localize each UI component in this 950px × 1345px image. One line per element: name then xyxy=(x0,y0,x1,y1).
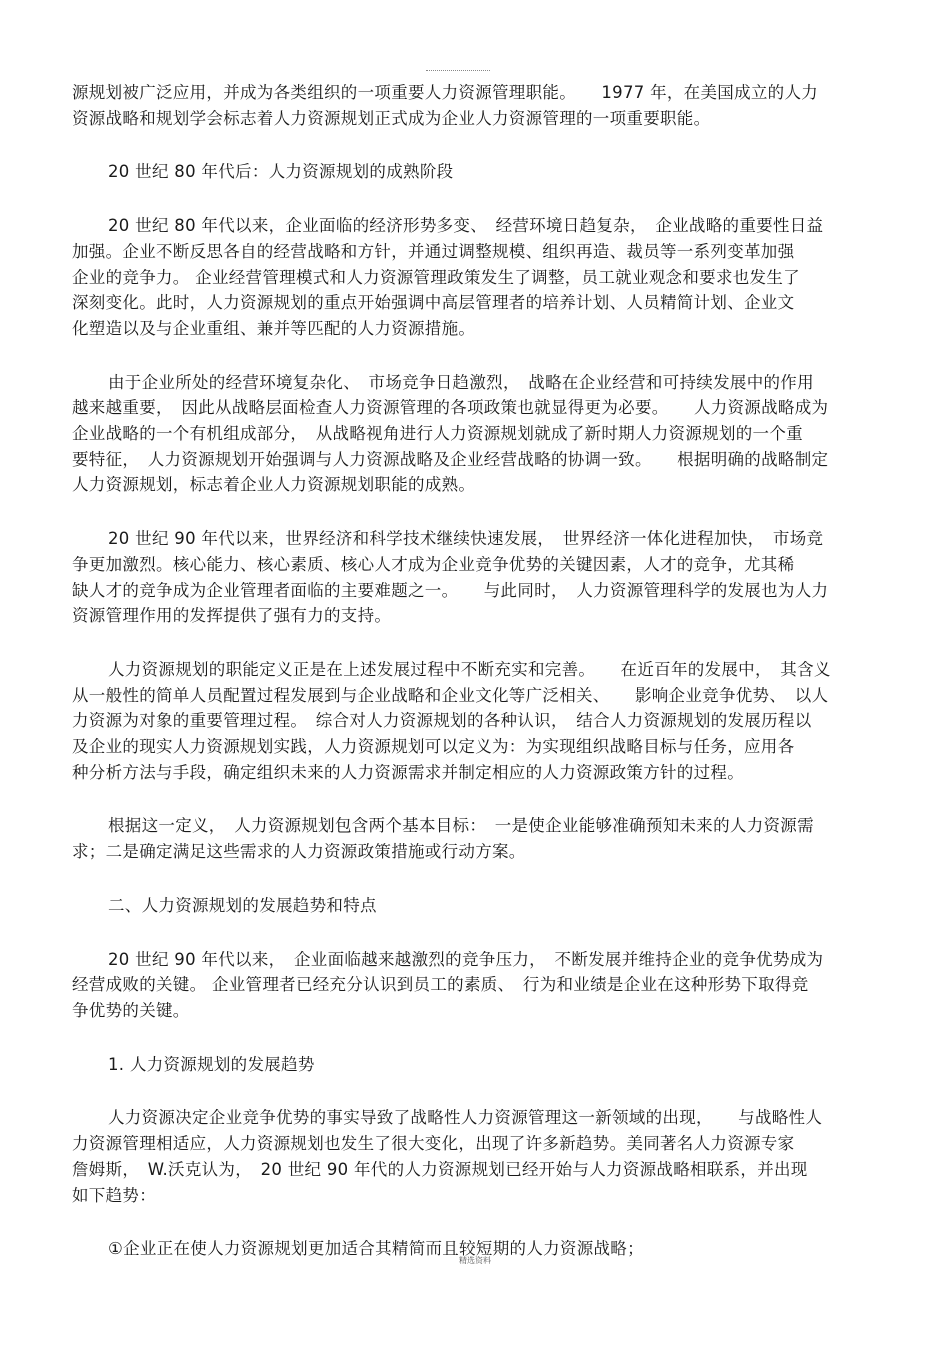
text-line: 从一般性的简单人员配置过程发展到与企业战略和企业文化等广泛相关、 影响企业竞争优势、 以人 xyxy=(72,685,829,705)
text-line: 企业战略的一个有机组成部分， 从战略视角进行人力资源规划就成了新时期人力资源规划的一个重 xyxy=(72,424,803,444)
text-line: 越来越重要， 因此从战略层面检查人力资源管理的各项政策也就显得更为必要。 人力资源战略成为 xyxy=(72,398,829,418)
paragraph xyxy=(72,80,892,131)
text-line: 要特征， 人力资源规划开始强调与人力资源战略及企业经营战略的协调一致。 根据明确的战略制定 xyxy=(72,449,829,469)
paragraph xyxy=(72,947,892,1024)
text-line: 詹姆斯， W.沃克认为， 20 世纪 90 年代的人力资源规划已经开始与人力资源战略相联系，并出现 xyxy=(72,1159,808,1179)
section-heading xyxy=(72,1052,892,1078)
header-dotted-rule xyxy=(426,70,490,71)
text-line: 20 世纪 80 年代后：人力资源规划的成熟阶段 xyxy=(108,162,454,182)
text-line: 20 世纪 80 年代以来，企业面临的经济形势多变、 经营环境日趋复杂， 企业战略的重要性日益 xyxy=(108,216,824,236)
text-line: 经营成败的关键。 企业管理者已经充分认识到员工的素质、 行为和业绩是企业在这种形势下取得竞 xyxy=(72,975,809,995)
text-line: 根据这一定义， 人力资源规划包含两个基本目标： 一是使企业能够准确预知未来的人力资源需 xyxy=(108,816,814,836)
section-heading xyxy=(72,159,892,185)
text-line: 人力资源规划，标志着企业人力资源规划职能的成熟。 xyxy=(72,475,476,495)
text-line: 企业的竞争力。 企业经营管理模式和人力资源管理政策发生了调整，员工就业观念和要求也发生了 xyxy=(72,267,800,287)
text-line: 如下趋势： xyxy=(72,1185,156,1205)
text-line: 及企业的现实人力资源规划实践，人力资源规划可以定义为：为实现组织战略目标与任务，应用各 xyxy=(72,737,795,757)
text-line: 源规划被广泛应用，并成为各类组织的一项重要人力资源管理职能。 1977 年，在美国成立的人力 xyxy=(72,83,819,102)
text-line: 力资源为对象的重要管理过程。 综合对人力资源规划的各种认识， 结合人力资源规划的发展历程以 xyxy=(72,711,812,731)
text-line: 化塑造以及与企业重组、兼并等匹配的人力资源措施。 xyxy=(72,318,476,338)
paragraph xyxy=(72,813,892,864)
paragraph xyxy=(72,1105,892,1208)
text-line: 争更加激烈。核心能力、核心素质、核心人才成为企业竞争优势的关键因素，人才的竞争，尤其稀 xyxy=(72,554,795,574)
paragraph xyxy=(72,213,892,342)
text-line: 1. 人力资源规划的发展趋势 xyxy=(108,1054,315,1074)
document-body xyxy=(72,80,892,1290)
footer-label: 精选资料 xyxy=(459,1256,491,1265)
paragraph xyxy=(72,526,892,629)
text-line: 20 世纪 90 年代以来， 企业面临越来越激烈的竞争压力， 不断发展并维持企业的竞争优势成为 xyxy=(108,949,824,969)
text-line: 资源管理作用的发挥提供了强有力的支持。 xyxy=(72,606,392,626)
section-heading xyxy=(72,893,892,919)
text-line: 人力资源决定企业竞争优势的事实导致了战略性人力资源管理这一新领域的出现， 与战略性人 xyxy=(108,1108,823,1128)
paragraph xyxy=(72,370,892,499)
paragraph xyxy=(72,657,892,786)
text-line: 20 世纪 90 年代以来，世界经济和科学技术继续快速发展， 世界经济一体化进程加快， 市场竞 xyxy=(108,529,824,549)
text-line: 种分析方法与手段，确定组织未来的人力资源需求并制定相应的人力资源政策方针的过程。 xyxy=(72,762,744,782)
text-line: 资源战略和规划学会标志着人力资源规划正式成为企业人力资源管理的一项重要职能。 xyxy=(72,108,711,128)
text-line: 深刻变化。此时，人力资源规划的重点开始强调中高层管理者的培养计划、人员精简计划、企业文 xyxy=(72,293,795,313)
text-line: 人力资源规划的职能定义正是在上述发展过程中不断充实和完善。 在近百年的发展中， 其含义 xyxy=(108,659,831,679)
text-line: 求；二是确定满足这些需求的人力资源政策措施或行动方案。 xyxy=(72,842,526,862)
text-line: 加强。企业不断反思各自的经营战略和方针，并通过调整规模、组织再造、裁员等一系列变革加强 xyxy=(72,241,795,261)
text-line: 力资源管理相适应，人力资源规划也发生了很大变化，出现了许多新趋势。美同著名人力资源专家 xyxy=(72,1134,795,1154)
text-line: 二、人力资源规划的发展趋势和特点 xyxy=(108,895,377,915)
text-line: 争优势的关键。 xyxy=(72,1000,190,1020)
text-line: 缺人才的竞争成为企业管理者面临的主要难题之一。 与此同时， 人力资源管理科学的发展也为人力 xyxy=(72,580,829,600)
text-line: ①企业正在使人力资源规划更加适合其精简而且较短期的人力资源战略； xyxy=(108,1239,644,1259)
text-line: 由于企业所处的经营环境复杂化、 市场竞争日趋激烈， 战略在企业经营和可持续发展中的作用 xyxy=(108,372,814,392)
